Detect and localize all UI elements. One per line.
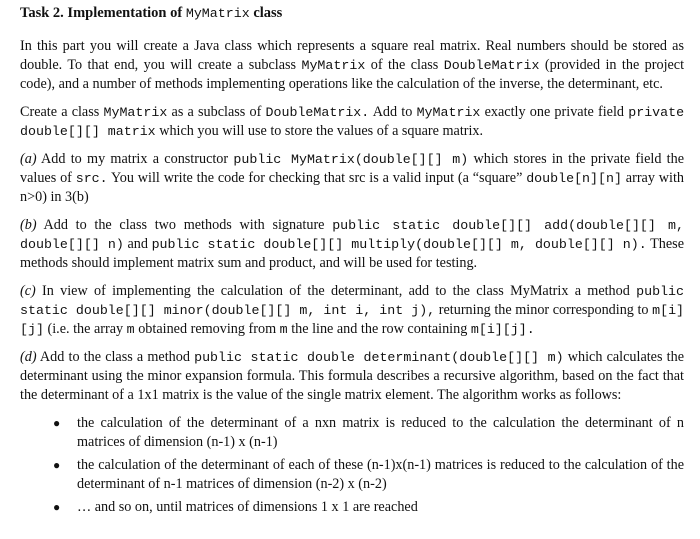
list-item: [53, 456, 684, 494]
intro-text-3: (provided in the project code), and a number of methods implementing operations like the calculation of the inverse, the determinant, etc.: [20, 57, 685, 92]
part-c-text-1: In view of implementing the calculation of the determinant, add to the class MyMatrix a method: [42, 283, 630, 299]
part-a-text-3: You will write the code for checking that src is a valid input (a “square”: [110, 170, 523, 186]
create-code-2: DoubleMatrix.: [265, 105, 370, 120]
part-d-text-2: which calculates the determinant using the minor expansion formula. This formula describes a recursive algorithm, based on the fact that the determinant of a 1x1 matrix is the value of the single matrix element. The algorithm works as follows:: [20, 349, 684, 403]
part-a-text-4: array with n>0) in 3(b): [20, 170, 684, 205]
task-heading: [20, 4, 684, 23]
part-b-text-1: Add to the class two methods with signature: [43, 217, 325, 233]
algorithm-steps-list: [20, 414, 684, 517]
part-d-paragraph: [20, 348, 684, 405]
part-a-label: (a): [20, 151, 37, 167]
part-c-text-3: (i.e. the array: [47, 321, 124, 337]
part-c-code-minor: public static double[][] minor(double[][] m, int i, int j),: [20, 284, 685, 318]
part-c-paragraph: [20, 282, 684, 339]
list-item-text: the calculation of the determinant of each of these (n-1)x(n-1) matrices is reduced to the calculation of the determinant of n-1 matrices of dimension (n-2) x (n-2): [77, 457, 684, 492]
heading-text: Task 2. Implementation of: [20, 5, 183, 21]
create-text-2: as a subclass of: [171, 104, 262, 120]
part-c-text-2: returning the minor corresponding to: [438, 302, 649, 318]
create-code-field: private double[][] matrix: [20, 105, 685, 139]
part-b-text-3: These methods should implement matrix sum and product, and will be used for testing.: [20, 236, 685, 271]
part-c-text-4: obtained removing from: [138, 321, 277, 337]
part-d-text-1: Add to the class a method: [39, 349, 190, 365]
part-b-code-multiply: public static double[][] multiply(double[][] m, double[][] n).: [151, 237, 647, 252]
part-a-code-src: src.: [75, 171, 108, 186]
part-d-label: (d): [20, 349, 37, 365]
part-c-code-element: m[i][j]: [20, 303, 685, 337]
intro-code-mymatrix: MyMatrix: [301, 58, 366, 73]
part-b-text-2: and: [127, 236, 148, 252]
create-class-paragraph: [20, 103, 684, 141]
part-c-text-5: the line and the row containing: [291, 321, 468, 337]
heading-class-name: MyMatrix: [185, 6, 250, 21]
part-b-label: (b): [20, 217, 37, 233]
list-item: [53, 414, 684, 452]
create-code-3: MyMatrix: [416, 105, 481, 120]
part-a-text-1: Add to my matrix a constructor: [41, 151, 229, 167]
list-item: [53, 498, 684, 517]
create-text-5: which you will use to store the values of a square matrix.: [159, 123, 484, 139]
part-b-code-add: public static double[][] add(double[][] m, double[][] n): [20, 218, 685, 252]
part-a-text-2: which stores in the private field the values of: [20, 151, 685, 186]
part-a-code-array: double[n][n]: [526, 171, 622, 186]
create-text-3: Add to: [372, 104, 413, 120]
heading-suffix: class: [253, 5, 283, 21]
part-d-code-determinant: public static double determinant(double[][] m): [194, 350, 564, 365]
list-item-text: the calculation of the determinant of a nxn matrix is reduced to the calculation the determinant of n matrices of dimension (n-1) x (n-1): [77, 415, 684, 450]
intro-text-2: of the class: [370, 57, 439, 73]
part-a-code-constructor: public MyMatrix(double[][] m): [233, 152, 469, 167]
create-code-1: MyMatrix: [103, 105, 168, 120]
create-text-4: exactly one private field: [484, 104, 625, 120]
part-c-label: (c): [20, 283, 36, 299]
intro-paragraph: [20, 37, 684, 94]
bullet-icon: ●: [53, 500, 61, 514]
part-a-paragraph: [20, 150, 684, 207]
part-c-code-m2: m: [279, 322, 288, 337]
part-b-paragraph: [20, 216, 684, 273]
part-c-code-element-2: m[i][j].: [470, 322, 535, 337]
bullet-icon: ●: [53, 458, 61, 472]
intro-code-doublematrix: DoubleMatrix: [443, 58, 540, 73]
create-text-1: Create a class: [20, 104, 100, 120]
intro-text-1: In this part you will create a Java class which represents a square real matrix. Real numbers should be stored as double. To that end, you will create a subclass: [20, 38, 684, 73]
part-c-code-m1: m: [126, 322, 135, 337]
bullet-icon: ●: [53, 416, 61, 430]
list-item-text: … and so on, until matrices of dimensions 1 x 1 are reached: [77, 499, 418, 515]
